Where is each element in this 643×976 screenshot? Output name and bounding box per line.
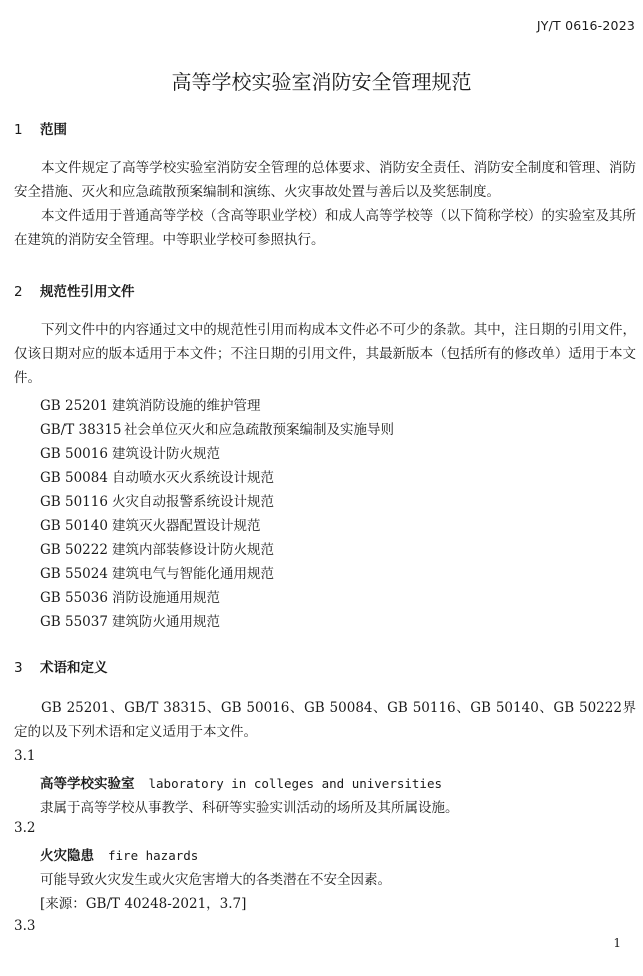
reference-title: 火灾自动报警系统设计规范: [112, 494, 274, 510]
reference-code: GB 50016: [40, 446, 108, 462]
reference-code: GB 50222: [40, 542, 108, 558]
reference-code: GB 55024: [40, 566, 108, 582]
reference-item: [40, 394, 261, 414]
reference-item: [40, 514, 261, 534]
document-code: JY/T 0616-2023: [536, 18, 635, 33]
term-entry: [40, 772, 442, 792]
document-title: 高等学校实验室消防安全管理规范: [171, 70, 472, 94]
section-heading-scope: [14, 118, 67, 138]
reference-code: GB/T 38315: [40, 422, 122, 438]
section-heading-terms: [14, 656, 108, 676]
reference-title: 消防设施通用规范: [112, 590, 220, 606]
section-number: 1: [14, 122, 23, 138]
reference-title: 建筑设计防火规范: [112, 446, 220, 462]
reference-title: 建筑电气与智能化通用规范: [112, 566, 274, 582]
term-number: 3.2: [14, 820, 36, 836]
reference-code: GB 50084: [40, 470, 108, 486]
section-number: 2: [14, 284, 23, 300]
page-number: 1: [613, 936, 621, 950]
reference-item: [40, 538, 274, 558]
terms-intro-paragraph: GB 25201、GB/T 38315、GB 50016、GB 50084、GB 50116、GB 50140、GB 50222界定的以及下列术语和定义适用于本文件。: [14, 700, 636, 740]
reference-title: 建筑防火通用规范: [112, 614, 220, 630]
term-english: laboratory in colleges and universities: [148, 776, 442, 791]
reference-title: 社会单位灭火和应急疏散预案编制及实施导则: [124, 422, 394, 438]
reference-title: 自动喷水灭火系统设计规范: [112, 470, 274, 486]
reference-item: [40, 610, 220, 630]
scope-paragraph: 本文件适用于普通高等学校（含高等职业学校）和成人高等学校等（以下简称学校）的实验室及其所在建筑的消防安全管理。中等职业学校可参照执行。: [14, 208, 636, 248]
term-definition: 隶属于高等学校从事教学、科研等实验实训活动的场所及其所属设施。: [40, 800, 459, 816]
reference-item: [40, 586, 220, 606]
scope-paragraph: 本文件规定了高等学校实验室消防安全管理的总体要求、消防安全责任、消防安全制度和管理、消防安全措施、灭火和应急疏散预案编制和演练、火灾事故处置与善后以及奖惩制度。: [14, 160, 636, 200]
reference-title: 建筑灭火器配置设计规范: [112, 518, 261, 534]
reference-code: GB 50140: [40, 518, 108, 534]
term-source-note: [来源：GB/T 40248-2021，3.7]: [40, 896, 247, 912]
term-number: 3.1: [14, 748, 36, 764]
term-chinese: 高等学校实验室: [40, 776, 135, 792]
term-english: fire hazards: [108, 848, 199, 863]
normative-intro-paragraph: 下列文件中的内容通过文中的规范性引用而构成本文件必不可少的条款。其中，注日期的引用文件，仅该日期对应的版本适用于本文件；不注日期的引用文件，其最新版本（包括所有的修改单）适用于本文件。: [14, 322, 636, 386]
section-title: 范围: [40, 122, 67, 138]
reference-item: [40, 490, 274, 510]
reference-code: GB 25201: [40, 398, 108, 414]
reference-title: 建筑内部装修设计防火规范: [112, 542, 274, 558]
reference-item: [40, 418, 394, 438]
reference-item: [40, 442, 220, 462]
term-chinese: 火灾隐患: [40, 848, 94, 864]
section-number: 3: [14, 660, 23, 676]
reference-item: [40, 466, 274, 486]
reference-code: GB 55037: [40, 614, 108, 630]
section-title: 术语和定义: [40, 660, 108, 676]
term-definition: 可能导致火灾发生或火灾危害增大的各类潜在不安全因素。: [40, 872, 391, 888]
term-entry: [40, 844, 198, 864]
reference-code: GB 55036: [40, 590, 108, 606]
reference-title: 建筑消防设施的维护管理: [112, 398, 261, 414]
reference-code: GB 50116: [40, 494, 108, 510]
term-number: 3.3: [14, 918, 36, 934]
section-heading-normative-references: [14, 280, 135, 300]
section-title: 规范性引用文件: [40, 284, 135, 300]
reference-item: [40, 562, 274, 582]
